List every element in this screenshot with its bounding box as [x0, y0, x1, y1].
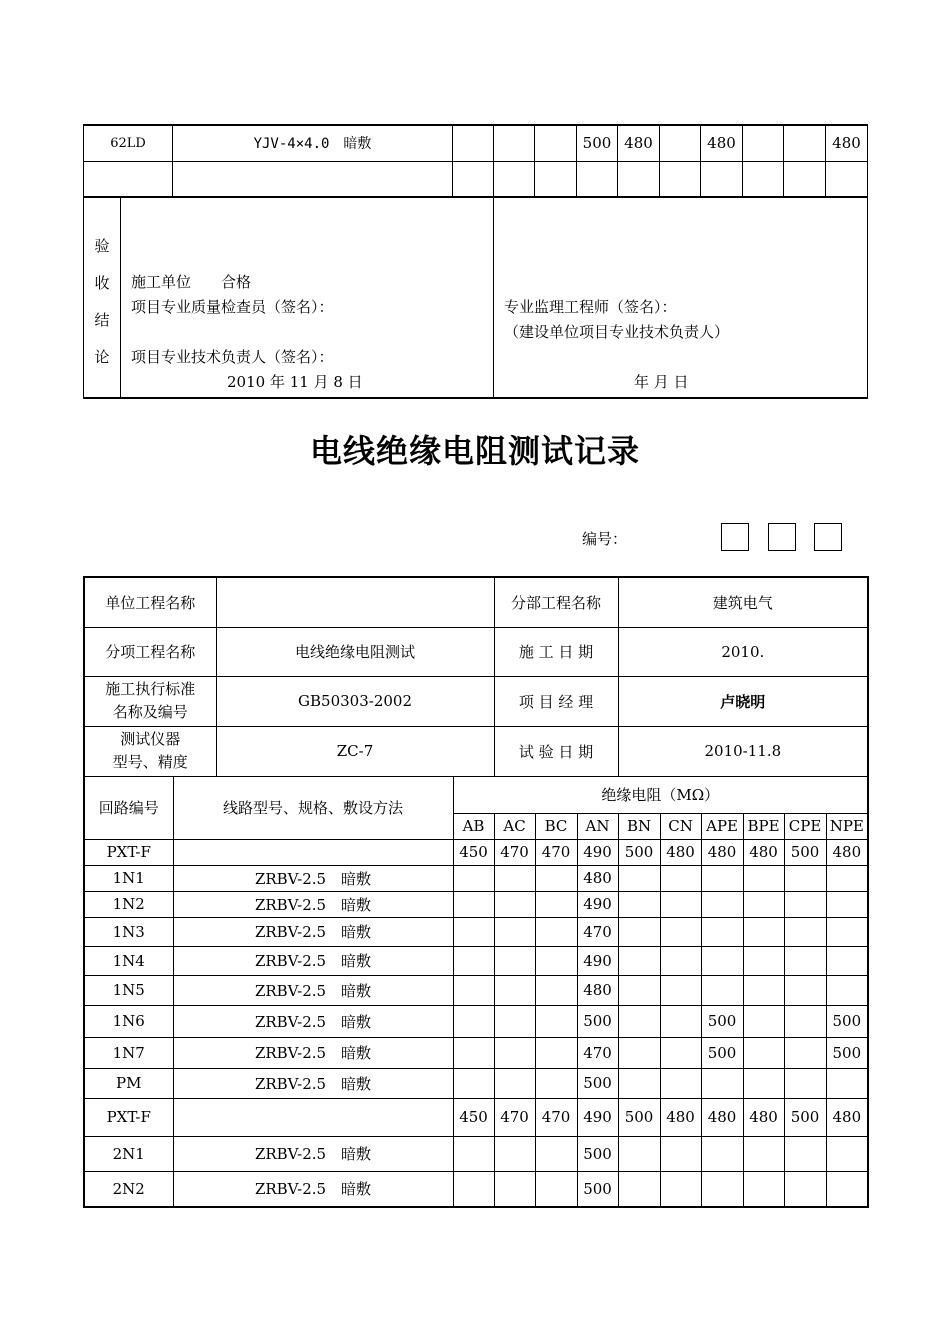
column-header: BPE [743, 813, 784, 839]
instrument-value: ZC-7 [216, 726, 494, 776]
value-cell: 500 [577, 125, 618, 161]
circuit-header: 回路编号 [84, 776, 173, 839]
empty-cell [743, 161, 784, 197]
value-cell [618, 917, 660, 946]
value-cell [701, 1136, 743, 1171]
value-cell [453, 946, 494, 975]
table-row [84, 125, 868, 161]
value-cell: 500 [618, 1098, 660, 1136]
owner-lead-note: （建设单位项目专业技术负责人） [504, 323, 730, 341]
value-cell [743, 1037, 784, 1068]
table-row [84, 839, 868, 865]
value-cell [701, 946, 743, 975]
value-cell [660, 1068, 701, 1098]
column-header: APE [701, 813, 743, 839]
value-cell: 500 [577, 1136, 618, 1171]
document-title: 电线绝缘电阻测试记录 [309, 432, 640, 470]
value-cell [535, 975, 577, 1005]
spec-cell [173, 839, 453, 865]
spec-cell: ZRBV-2.5 暗敷 [173, 891, 453, 917]
value-cell [660, 1171, 701, 1207]
empty-cell [173, 161, 453, 197]
value-cell [743, 1068, 784, 1098]
value-cell [453, 917, 494, 946]
value-cell [826, 891, 868, 917]
empty-cell [494, 161, 535, 197]
value-cell [784, 1136, 826, 1171]
value-cell [535, 946, 577, 975]
circuit-cell: 2N2 [84, 1171, 173, 1207]
signoff-date: 2010 年 11 月 8 日 [227, 373, 363, 391]
value-cell [660, 865, 701, 891]
table-row [84, 1171, 868, 1207]
table-row [84, 975, 868, 1005]
value-cell: 450 [453, 1098, 494, 1136]
spec-cell: ZRBV-2.5 暗敷 [173, 917, 453, 946]
value-cell: 500 [784, 839, 826, 865]
value-cell: 480 [826, 1098, 868, 1136]
empty-cell [826, 161, 868, 197]
value-cell: 480 [743, 1098, 784, 1136]
unit-project-value [216, 577, 494, 627]
circuit-cell: 1N1 [84, 865, 173, 891]
serial-number-label: 编号： [582, 530, 628, 548]
standard-label: 施工执行标准 名称及编号 [84, 676, 216, 726]
spec-cell: ZRBV-2.5 暗敷 [173, 975, 453, 1005]
value-cell: 500 [577, 1068, 618, 1098]
circuit-cell: 2N1 [84, 1136, 173, 1171]
value-cell: 490 [577, 1098, 618, 1136]
value-cell [535, 125, 577, 161]
empty-cell [618, 161, 660, 197]
supervisor-date: 年 月 日 [634, 373, 689, 391]
circuit-cell: 1N5 [84, 975, 173, 1005]
tech-lead-signature: 项目专业技术负责人（签名）： [131, 348, 334, 366]
value-cell [535, 891, 577, 917]
quality-inspector-signature: 项目专业质量检查员（签名）： [131, 298, 334, 316]
value-cell [701, 1068, 743, 1098]
circuit-cell: PXT-F [84, 1098, 173, 1136]
value-cell [618, 1136, 660, 1171]
item-project-value: 电线绝缘电阻测试 [216, 627, 494, 676]
value-cell [618, 975, 660, 1005]
value-cell [494, 1136, 535, 1171]
standard-value: GB50303-2002 [216, 676, 494, 726]
header-row [84, 776, 868, 813]
value-cell: 470 [535, 839, 577, 865]
circuit-cell: PXT-F [84, 839, 173, 865]
value-cell [701, 891, 743, 917]
column-header: CN [660, 813, 701, 839]
value-cell: 470 [577, 1037, 618, 1068]
value-cell [535, 865, 577, 891]
circuit-cell: 62LD [84, 125, 173, 161]
value-cell: 480 [826, 839, 868, 865]
spec-cell: ZRBV-2.5 暗敷 [173, 1068, 453, 1098]
value-cell [618, 865, 660, 891]
value-cell: 480 [826, 125, 868, 161]
circuit-cell: 1N3 [84, 917, 173, 946]
value-cell: 500 [577, 1171, 618, 1207]
value-cell [660, 917, 701, 946]
value-cell: 470 [535, 1098, 577, 1136]
sub-project-value: 建筑电气 [618, 577, 868, 627]
table-row [84, 1098, 868, 1136]
value-cell: 490 [577, 839, 618, 865]
circuit-cell: 1N7 [84, 1037, 173, 1068]
value-cell: 470 [494, 1098, 535, 1136]
value-cell [743, 1136, 784, 1171]
acceptance-label: 验 收 结 论 [84, 196, 121, 398]
value-cell [618, 1037, 660, 1068]
column-header: BN [618, 813, 660, 839]
serial-box[interactable] [814, 523, 842, 551]
value-cell [660, 1037, 701, 1068]
value-cell: 490 [577, 946, 618, 975]
manager-value: 卢晓明 [618, 676, 868, 726]
empty-cell [577, 161, 618, 197]
value-cell: 490 [577, 891, 618, 917]
value-cell [701, 917, 743, 946]
instrument-label: 测试仪器 型号、精度 [84, 726, 216, 776]
value-cell [494, 1037, 535, 1068]
value-cell: 480 [577, 975, 618, 1005]
spec-header: 线路型号、规格、敷设方法 [173, 776, 453, 839]
value-cell: 500 [784, 1098, 826, 1136]
value-cell: 500 [826, 1005, 868, 1037]
value-cell [784, 917, 826, 946]
value-cell: 480 [701, 1098, 743, 1136]
value-cell [660, 946, 701, 975]
value-cell [535, 1005, 577, 1037]
value-cell [618, 1005, 660, 1037]
empty-cell [535, 161, 577, 197]
value-cell [743, 975, 784, 1005]
value-cell [453, 1068, 494, 1098]
value-cell [701, 1171, 743, 1207]
value-cell [494, 125, 535, 161]
value-cell [743, 946, 784, 975]
value-cell [826, 1068, 868, 1098]
value-cell [784, 865, 826, 891]
value-cell [535, 1037, 577, 1068]
table-row [84, 946, 868, 975]
value-cell: 480 [660, 1098, 701, 1136]
column-header: AC [494, 813, 535, 839]
value-cell [826, 1136, 868, 1171]
value-cell [826, 917, 868, 946]
supervisor-signoff [494, 196, 868, 398]
value-cell [784, 891, 826, 917]
info-row [84, 676, 868, 726]
value-cell [453, 1171, 494, 1207]
empty-cell [660, 161, 701, 197]
value-cell [453, 975, 494, 1005]
column-header: CPE [784, 813, 826, 839]
value-cell [494, 917, 535, 946]
value-cell: 450 [453, 839, 494, 865]
unit-project-label: 单位工程名称 [84, 577, 216, 627]
column-header: BC [535, 813, 577, 839]
value-cell: 470 [577, 917, 618, 946]
spec-cell: YJV-4×4.0 暗敷 [173, 125, 453, 161]
resistance-header: 绝缘电阻（MΩ） [453, 776, 868, 813]
value-cell [494, 946, 535, 975]
value-cell [494, 1005, 535, 1037]
value-cell [743, 865, 784, 891]
info-row [84, 577, 868, 627]
empty-cell [701, 161, 743, 197]
serial-box[interactable] [721, 523, 749, 551]
test-date-value: 2010-11.8 [618, 726, 868, 776]
table-row [84, 1037, 868, 1068]
value-cell [701, 865, 743, 891]
value-cell [618, 1068, 660, 1098]
value-cell: 480 [618, 125, 660, 161]
circuit-cell: 1N2 [84, 891, 173, 917]
value-cell [618, 1171, 660, 1207]
value-cell [494, 865, 535, 891]
acceptance-conclusion [83, 196, 868, 399]
value-cell: 500 [618, 839, 660, 865]
spec-cell: ZRBV-2.5 暗敷 [173, 946, 453, 975]
table-row [84, 891, 868, 917]
column-header: AB [453, 813, 494, 839]
value-cell [660, 1136, 701, 1171]
table-row [84, 917, 868, 946]
circuit-cell: PM [84, 1068, 173, 1098]
value-cell: 480 [743, 839, 784, 865]
value-cell: 480 [660, 839, 701, 865]
value-cell [494, 1068, 535, 1098]
value-cell: 500 [701, 1037, 743, 1068]
value-cell [660, 1005, 701, 1037]
value-cell [784, 946, 826, 975]
value-cell [494, 891, 535, 917]
circuit-cell: 1N4 [84, 946, 173, 975]
value-cell [453, 865, 494, 891]
spec-cell [173, 1098, 453, 1136]
column-header: NPE [826, 813, 868, 839]
table-row [84, 161, 868, 197]
construction-unit: 施工单位 合格 [131, 273, 252, 291]
value-cell [826, 1171, 868, 1207]
info-row [84, 726, 868, 776]
value-cell [660, 125, 701, 161]
value-cell [784, 1037, 826, 1068]
value-cell [494, 975, 535, 1005]
spec-cell: ZRBV-2.5 暗敷 [173, 1037, 453, 1068]
value-cell [660, 975, 701, 1005]
contractor-signoff [121, 196, 494, 398]
value-cell [535, 1136, 577, 1171]
value-cell [453, 1005, 494, 1037]
value-cell: 500 [826, 1037, 868, 1068]
test-date-label: 试 验 日 期 [494, 726, 618, 776]
empty-cell [453, 161, 494, 197]
spec-cell: ZRBV-2.5 暗敷 [173, 1136, 453, 1171]
value-cell [453, 125, 494, 161]
construction-date-value: 2010. [618, 627, 868, 676]
info-row [84, 627, 868, 676]
value-cell [535, 1068, 577, 1098]
column-header: AN [577, 813, 618, 839]
construction-date-label: 施 工 日 期 [494, 627, 618, 676]
item-project-label: 分项工程名称 [84, 627, 216, 676]
value-cell [660, 891, 701, 917]
value-cell [743, 917, 784, 946]
circuit-cell: 1N6 [84, 1005, 173, 1037]
value-cell [618, 891, 660, 917]
value-cell [784, 1171, 826, 1207]
value-cell [535, 917, 577, 946]
value-cell [784, 125, 826, 161]
value-cell [453, 891, 494, 917]
table-row [84, 1005, 868, 1037]
value-cell: 480 [701, 839, 743, 865]
value-cell [701, 975, 743, 1005]
sub-project-label: 分部工程名称 [494, 577, 618, 627]
insulation-resistance-table [83, 576, 869, 1208]
manager-label: 项 目 经 理 [494, 676, 618, 726]
empty-cell [84, 161, 173, 197]
value-cell [743, 125, 784, 161]
table-row [84, 1068, 868, 1098]
value-cell: 500 [577, 1005, 618, 1037]
table-row [84, 1136, 868, 1171]
value-cell [826, 946, 868, 975]
supervisor-signature: 专业监理工程师（签名）： [504, 298, 677, 316]
value-cell [453, 1037, 494, 1068]
value-cell: 480 [577, 865, 618, 891]
previous-page-table [83, 124, 868, 198]
empty-cell [784, 161, 826, 197]
spec-cell: ZRBV-2.5 暗敷 [173, 1171, 453, 1207]
spec-cell: ZRBV-2.5 暗敷 [173, 1005, 453, 1037]
value-cell [784, 975, 826, 1005]
value-cell [826, 865, 868, 891]
value-cell [743, 1171, 784, 1207]
table-row [84, 865, 868, 891]
value-cell [618, 946, 660, 975]
value-cell: 480 [701, 125, 743, 161]
value-cell [494, 1171, 535, 1207]
value-cell [784, 1068, 826, 1098]
value-cell [784, 1005, 826, 1037]
value-cell [826, 975, 868, 1005]
value-cell: 470 [494, 839, 535, 865]
value-cell [453, 1136, 494, 1171]
serial-box[interactable] [768, 523, 796, 551]
spec-cell: ZRBV-2.5 暗敷 [173, 865, 453, 891]
value-cell: 500 [701, 1005, 743, 1037]
value-cell [743, 891, 784, 917]
value-cell [743, 1005, 784, 1037]
value-cell [535, 1171, 577, 1207]
